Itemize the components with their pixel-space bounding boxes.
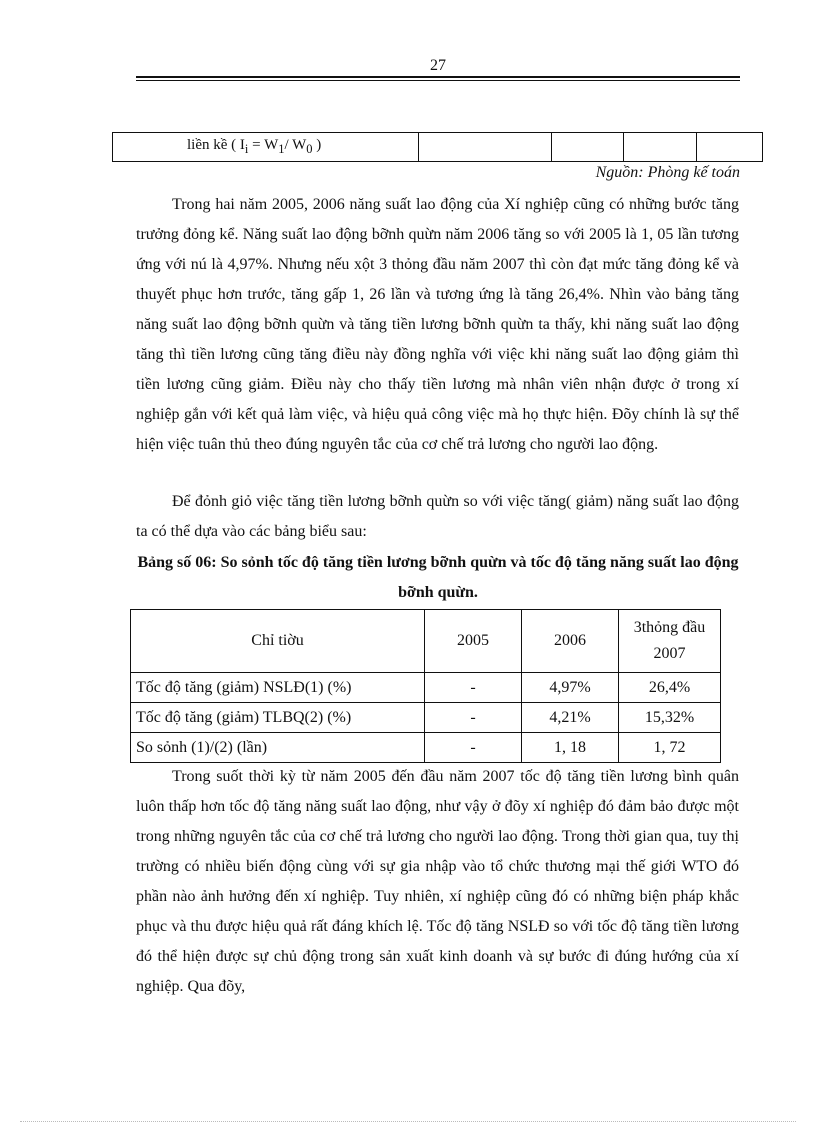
header-cell-indicator: Chỉ tiờu (131, 610, 425, 673)
table-cell-formula (113, 133, 419, 162)
table-cell (552, 133, 624, 162)
table-cell (697, 133, 763, 162)
table-row (131, 733, 721, 763)
row-label: So sỏnh (1)/(2) (lần) (131, 733, 425, 763)
table-cell: 26,4% (619, 673, 721, 703)
table-cell: 1, 18 (522, 733, 619, 763)
table-row (131, 703, 721, 733)
table-row (113, 133, 763, 162)
header-rule-thin (136, 80, 740, 81)
comparison-table (130, 609, 721, 763)
row-label: Tốc độ tăng (giảm) TLBQ(2) (%) (131, 703, 425, 733)
body-paragraph: Để đỏnh giỏ việc tăng tiền lương bỡnh quừn so với việc tăng( giảm) năng suất lao động ta có thể dựa vào các bảng biểu sau: (136, 493, 739, 540)
table-cell: - (425, 673, 522, 703)
table-cell: 4,21% (522, 703, 619, 733)
row-label: Tốc độ tăng (giảm) NSLĐ(1) (%) (131, 673, 425, 703)
table-row (131, 673, 721, 703)
header-cell-2007: 3thỏng đầu 2007 (619, 610, 721, 673)
formula-text: liền kề ( $I_i = W_1/$ $W_0$ ) (187, 137, 322, 156)
table-cell: 1, 72 (619, 733, 721, 763)
source-note: Nguồn: Phòng kế toán (595, 164, 740, 181)
body-paragraph: Trong suốt thời kỳ từ năm 2005 đến đầu năm 2007 tốc độ tăng tiền lương bình quân luôn thấp hơn tốc độ tăng năng suất lao động, như vậy ở đõy xí nghiệp đó đảm bảo được một trong những nguyên tắc của cơ chế trả lương cho người lao động. Trong thời gian qua, tuy thị trường có nhiều biến động cùng với sự gia nhập vào tổ chức thương mại thế giới WTO đó phần nào ảnh hưởng đến xí nghiệp. Tuy nhiên, xí nghiệp cũng đó có những biện pháp khắc phục và thu được hiệu quả rất đáng khích lệ. Tốc độ tăng NSLĐ so với tốc độ tăng tiền lương đó thể hiện được sự chủ động trong sản xuất kinh doanh và sự bước đi đúng hướng của xí nghiệp. Qua đõy, (136, 768, 739, 995)
table-header-row (131, 610, 721, 673)
table-cell: 15,32% (619, 703, 721, 733)
header-cell-2006: 2006 (522, 610, 619, 673)
page-bottom-border (20, 1121, 796, 1122)
page-number: 27 (430, 57, 446, 74)
body-paragraph: Trong hai năm 2005, 2006 năng suất lao động của Xí nghiệp cũng có những bước tăng trưởng đỏng kể. Năng suất lao động bỡnh quừn năm 2006 tăng so với 2005 là 1, 05 lần tương ứng với nú là 4,97%. Nhưng nếu xột 3 thỏng đầu năm 2007 thì còn đạt mức tăng đỏng kể và thuyết phục hơn trước, tăng gấp 1, 26 lần và tương ứng là tăng 26,4%. Nhìn vào bảng tăng năng suất lao động bỡnh quừn và tăng tiền lương bỡnh quừn ta thấy, khi năng suất lao động tăng thì tiền lương cũng tăng điều này đồng nghĩa với việc khi năng suất lao động giảm thì tiền lương cũng giảm. Điều này cho thấy tiền lương mà nhân viên nhận được ở trong xí nghiệp gắn với kết quả làm việc, và hiệu quả công việc mà họ thực hiện. Đõy chính là sự thể hiện việc tuân thủ theo đúng nguyên tắc của cơ chế trả lương cho người lao động. (136, 196, 739, 453)
table-cell: - (425, 703, 522, 733)
header-rule-thick (136, 76, 740, 78)
table-cell (419, 133, 552, 162)
continued-table (112, 132, 763, 162)
table-caption: Bảng số 06: So sỏnh tốc độ tăng tiền lương bỡnh quừn và tốc độ tăng năng suất lao động bỡnh quừn. (137, 554, 739, 601)
table-cell: - (425, 733, 522, 763)
header-cell-2005: 2005 (425, 610, 522, 673)
table-cell: 4,97% (522, 673, 619, 703)
table-cell (624, 133, 697, 162)
